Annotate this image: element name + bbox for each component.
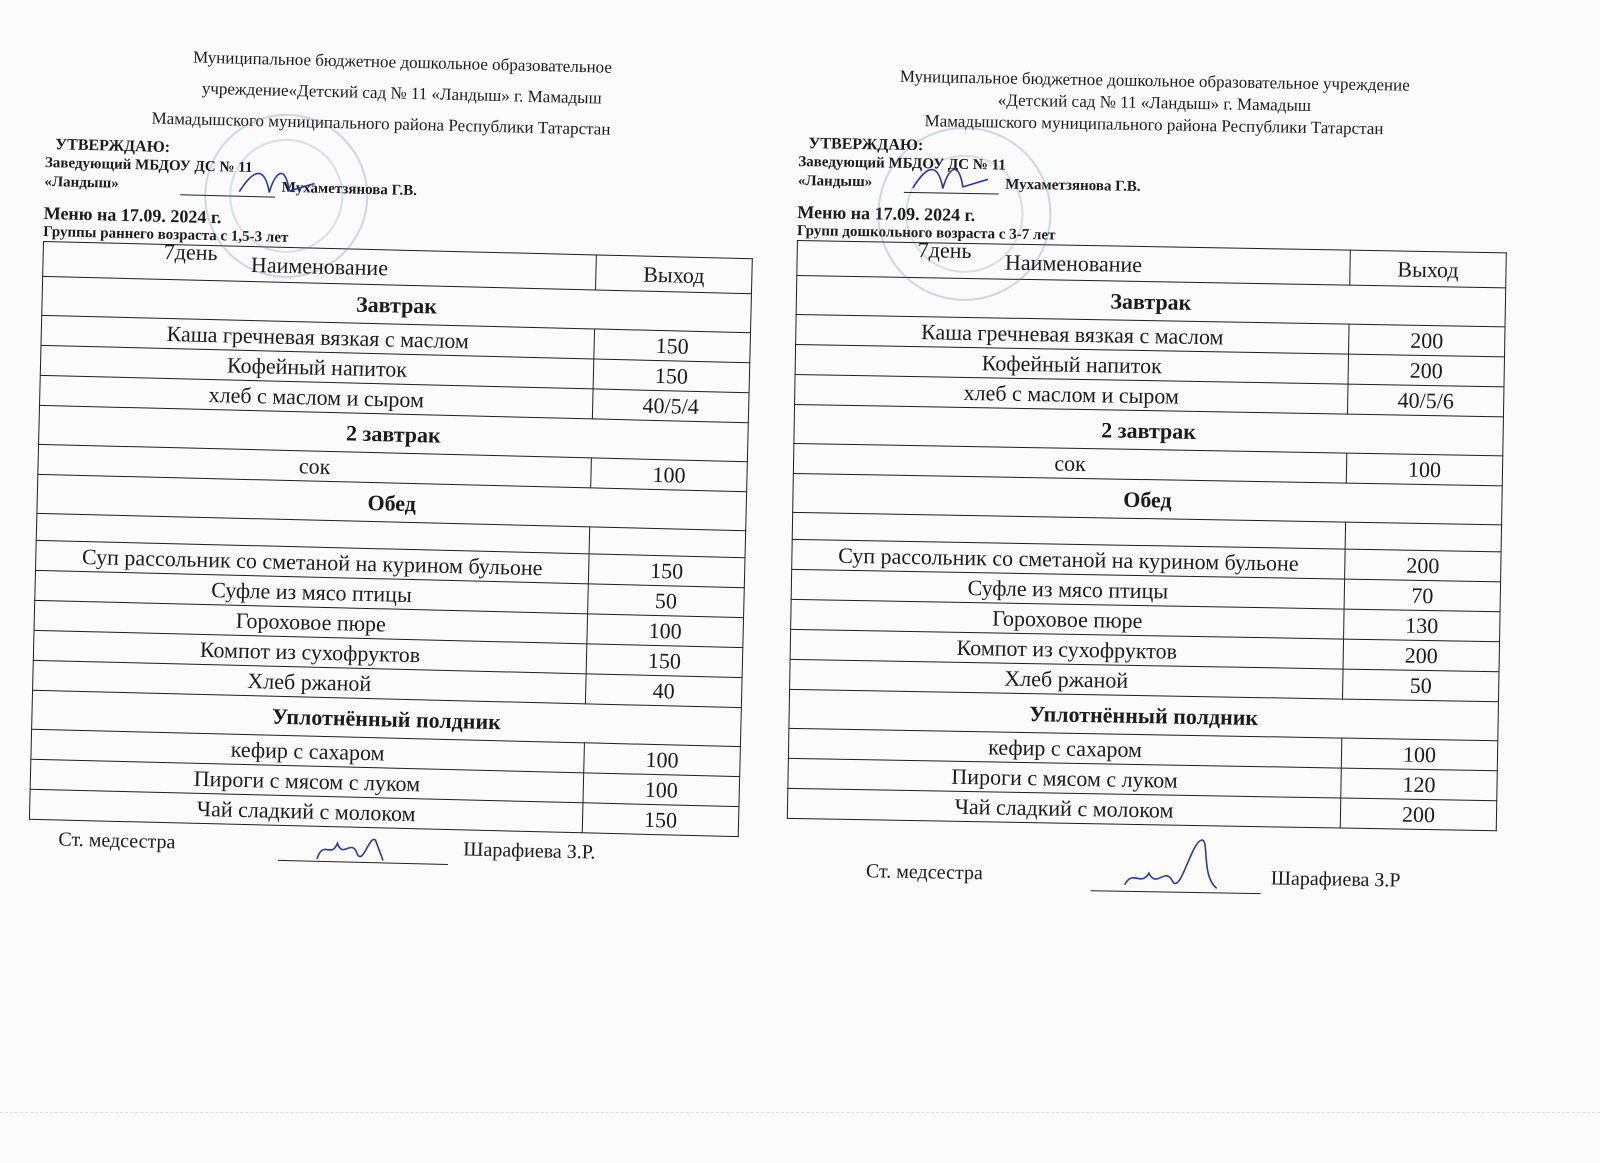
dish-output: 100 — [1346, 453, 1502, 486]
dish-output: 40/5/6 — [1347, 384, 1503, 417]
dish-output: 200 — [1345, 549, 1501, 582]
dish-name: Гороховое пюре — [34, 600, 588, 644]
dish-name: сок — [38, 444, 592, 488]
approver-position: Заведующий МБДОУ ДС № 11 — [44, 154, 253, 177]
dish-output: 40/5/4 — [592, 389, 749, 423]
nurse-signature-block — [28, 828, 739, 885]
org-line: «Детский сад № 11 «Ландыш» г. Мамадыш — [997, 90, 1312, 115]
blank-cell — [589, 527, 746, 558]
approval-title: УТВЕРЖДАЮ: — [55, 136, 171, 157]
dish-name: Суфле из мясо птицы — [791, 569, 1344, 609]
organization-header — [799, 64, 1510, 142]
org-line: учреждение«Детский сад № 11 «Ландыш» г. Мамадыш — [201, 78, 602, 108]
dish-name: сок — [793, 443, 1346, 483]
dish-output: 200 — [1348, 354, 1504, 387]
menu-date: Меню на 17.09. 2024 г. — [43, 202, 222, 228]
organization-header — [46, 38, 758, 148]
dish-name: хлеб с маслом и сыром — [40, 375, 594, 419]
column-header-name: Наименование — [250, 251, 389, 280]
nurse-signature-block — [785, 859, 1496, 911]
org-line: Муниципальное бюджетное дошкольное образовательное учреждение — [899, 66, 1410, 95]
org-line: Мамадышского муниципального района Республики Татарстан — [151, 108, 611, 139]
menu-table — [787, 237, 1507, 831]
dish-output: 50 — [588, 584, 745, 618]
dish-output: 150 — [594, 329, 751, 363]
age-group: Групп дошкольного возраста с 3-7 лет — [796, 222, 1056, 244]
meal-section-title: 2 завтрак — [794, 404, 1504, 455]
nurse-name: Шарафиева З.Р — [1270, 867, 1401, 892]
dish-name: хлеб с маслом и сыром — [795, 374, 1348, 414]
dish-output: 70 — [1344, 579, 1500, 612]
dish-name: Пироги с мясом с луком — [30, 759, 584, 803]
dish-name: кефир с сахаром — [31, 729, 585, 773]
dish-output: 150 — [582, 803, 739, 837]
menu-date: Меню на 17.09. 2024 г. — [797, 201, 976, 226]
dish-name: Кофейный напиток — [795, 344, 1348, 384]
nurse-role: Ст. медсестра — [58, 828, 176, 854]
dish-name: Пироги с мясом с луком — [788, 758, 1341, 798]
nurse-signature-icon — [313, 829, 394, 875]
org-line: Мамадышского муниципального района Республики Татарстан — [924, 111, 1384, 139]
org-line: Муниципальное бюджетное дошкольное образовательное — [192, 47, 613, 77]
approval-block — [44, 135, 755, 209]
dish-output: 200 — [1343, 639, 1499, 672]
dish-name: Кофейный напиток — [40, 345, 594, 389]
dish-name: Каша гречневая вязкая с маслом — [796, 314, 1349, 354]
approver-org: «Ландыш» — [797, 172, 873, 191]
approver-position: Заведующий МБДОУ ДС № 11 — [798, 153, 1006, 174]
dish-name: Хлеб ржаной — [790, 659, 1343, 699]
meal-section-title: Обед — [793, 473, 1503, 524]
dish-output: 100 — [584, 743, 741, 777]
dish-output: 120 — [1341, 768, 1497, 801]
dish-output: 200 — [1340, 798, 1496, 831]
meal-section-title: Завтрак — [796, 275, 1506, 326]
dish-output: 100 — [1341, 738, 1497, 771]
dish-output: 40 — [585, 674, 742, 708]
column-header-name: Наименование — [1004, 249, 1143, 277]
menu-page-right — [785, 64, 1509, 911]
day-label: 7день — [917, 237, 972, 264]
dish-name: Каша гречневая вязкая с маслом — [41, 315, 595, 359]
dish-name: Компот из сухофруктов — [790, 629, 1343, 669]
dish-name: Суп рассольник со сметаной на курином бульоне — [35, 540, 589, 584]
column-header-output: Выход — [596, 255, 753, 294]
approval-title: УТВЕРЖДАЮ: — [808, 135, 924, 155]
blank-cell — [1345, 522, 1501, 552]
dish-name: Суп рассольник со сметаной на курином бульоне — [792, 539, 1345, 579]
nurse-role: Ст. медсестра — [865, 860, 984, 885]
dish-output: 100 — [583, 773, 740, 807]
scan-edge — [0, 1112, 1600, 1113]
meal-section-title: Обед — [37, 474, 747, 530]
dish-name: Суфле из мясо птицы — [35, 570, 589, 614]
menu-page-left — [28, 38, 758, 885]
dish-output: 150 — [593, 359, 750, 393]
dish-output: 130 — [1344, 609, 1500, 642]
dish-output: 50 — [1343, 669, 1499, 702]
meal-section-title: Уплотнённый полдник — [789, 689, 1499, 740]
dish-name: Компот из сухофруктов — [33, 630, 587, 674]
meal-section-title: 2 завтрак — [39, 405, 749, 461]
director-signature-icon — [234, 162, 325, 204]
dish-output: 150 — [586, 644, 743, 678]
dish-output: 100 — [587, 614, 744, 648]
dish-name: Хлеб ржаной — [33, 660, 587, 704]
dish-name: Гороховое пюре — [791, 599, 1344, 639]
column-header-output: Выход — [1350, 250, 1507, 288]
age-group: Группы раннего возраста с 1,5-3 лет — [43, 223, 289, 246]
dish-output: 100 — [591, 458, 748, 492]
meal-section-title: Завтрак — [42, 276, 752, 332]
dish-name: Чай сладкий с молоком — [787, 788, 1340, 828]
meal-section-title: Уплотнённый полдник — [32, 690, 742, 746]
director-signature-icon — [908, 158, 999, 200]
nurse-signature-icon — [1120, 835, 1231, 901]
dish-output: 150 — [588, 554, 745, 588]
menu-table — [29, 238, 753, 837]
approver-name: Мухаметзянова Г.В. — [281, 179, 418, 200]
dish-name: Чай сладкий с молоком — [29, 789, 583, 833]
approver-name: Мухаметзянова Г.В. — [1005, 176, 1141, 195]
nurse-name: Шарафиева З.Р. — [463, 838, 596, 864]
day-label: 7день — [163, 238, 218, 266]
dish-output: 200 — [1349, 324, 1505, 357]
approver-org: «Ландыш» — [44, 173, 119, 192]
dish-name: кефир с сахаром — [788, 728, 1341, 768]
